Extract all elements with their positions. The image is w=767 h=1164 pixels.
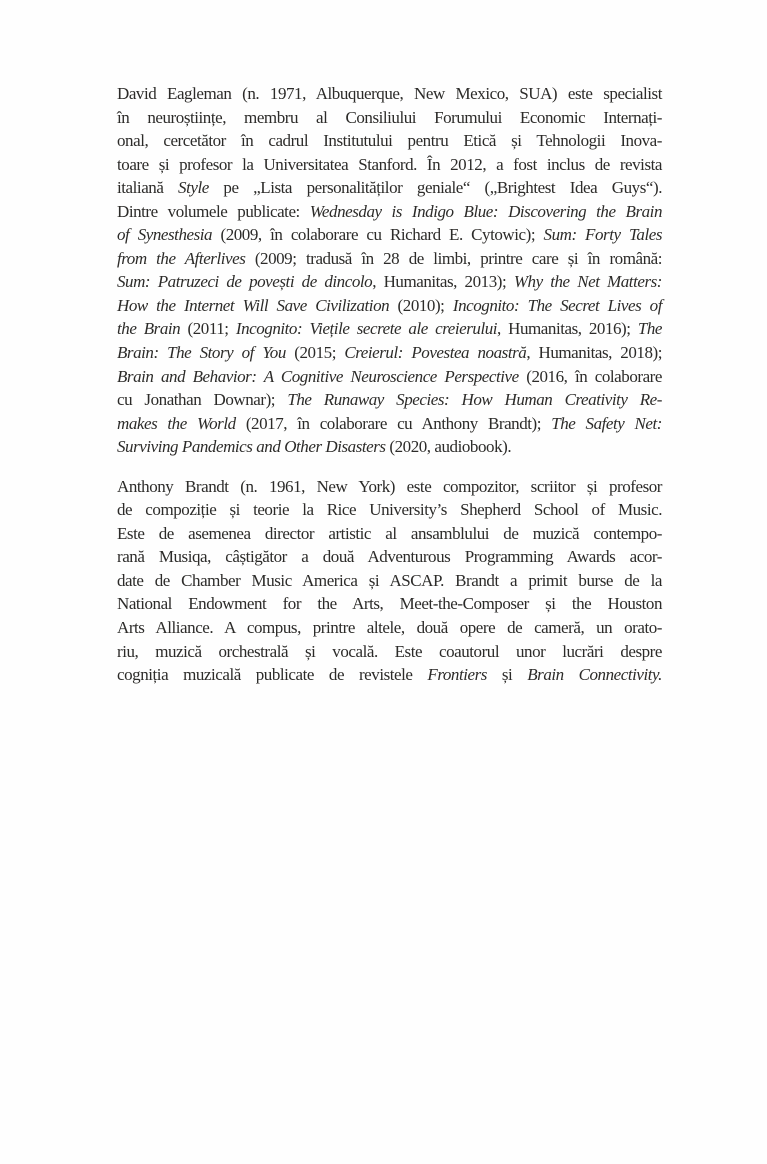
text-line [117, 592, 662, 616]
paragraph-anthony-brandt [117, 475, 662, 687]
text-run: și [486, 665, 528, 685]
book-title-italic: How the Internet Will Save Civilization [117, 295, 390, 315]
text-line [117, 412, 662, 436]
text-line [117, 223, 662, 247]
book-title-italic: Style [178, 178, 209, 198]
text-run: riu, muzică orchestrală și vocală. Este coautorul unor lucrări despre [117, 641, 662, 661]
book-title-italic: Brain and Behavior: A Cognitive Neuroscience Perspective [117, 366, 519, 386]
text-run: (2010); [389, 295, 453, 315]
book-title-italic: Sum: Patruzeci de povești de dincolo [117, 272, 373, 292]
text-run: (2020, audiobook). [385, 437, 512, 457]
text-line [117, 270, 662, 294]
text-line [117, 498, 662, 522]
text-run: date de Chamber Music America și ASCAP. Brandt a primit burse de la [117, 570, 662, 590]
text-run: Arts Alliance. A compus, printre altele, două opere de cameră, un orato- [117, 618, 662, 638]
text-run: Anthony Brandt (n. 1961, New York) este compozitor, scriitor și profesor [117, 476, 662, 496]
text-line [117, 616, 662, 640]
book-title-italic: the Brain [117, 319, 181, 339]
text-run: onal, cercetător în cadrul Institutului pentru Etică și Tehnologii Inova- [117, 131, 662, 151]
book-title-italic: Incognito: The Secret Lives of [452, 295, 662, 315]
text-line [117, 435, 662, 459]
text-block [117, 82, 662, 687]
text-line [117, 545, 662, 569]
book-title-italic: Frontiers [427, 665, 487, 685]
text-line [117, 129, 662, 153]
text-line [117, 106, 662, 130]
text-run: (2017, în colaborare cu Anthony Brandt); [235, 413, 552, 433]
book-title-italic: Brain Connectivity. [527, 665, 662, 685]
text-run: Este de asemenea director artistic al ansamblului de muzică contempo- [117, 523, 662, 543]
text-line [117, 475, 662, 499]
text-line [117, 663, 662, 687]
text-line [117, 569, 662, 593]
text-run: cogniția muzicală publicate de revistele [117, 665, 428, 685]
text-run: pe „Lista personalităților geniale“ („Brightest Idea Guys“). [208, 178, 662, 198]
text-run: (2009, în colaborare cu Richard E. Cytowic); [212, 225, 544, 245]
text-line [117, 341, 662, 365]
text-line [117, 247, 662, 271]
book-title-italic: Incognito: Viețile secrete ale creierului [235, 319, 498, 339]
text-run: (2009; tradusă în 28 de limbi, printre care și în română: [245, 248, 662, 268]
text-run: în neuroștiințe, membru al Consiliului Forumului Economic Internați- [117, 107, 662, 127]
text-line [117, 365, 662, 389]
text-line [117, 522, 662, 546]
text-line [117, 153, 662, 177]
book-title-italic: Brain: The Story of You [117, 343, 286, 363]
text-run: Dintre volumele publicate: [117, 201, 310, 221]
text-run: , Humanitas, 2013); [372, 272, 514, 292]
book-title-italic: Surviving Pandemics and Other Disasters [117, 437, 386, 457]
text-line [117, 176, 662, 200]
text-line [117, 200, 662, 224]
book-title-italic: makes the World [117, 413, 236, 433]
text-line [117, 294, 662, 318]
book-title-italic: The Runaway Species: How Human Creativity Re- [287, 390, 662, 410]
text-run: , Humanitas, 2018); [526, 343, 662, 363]
text-line [117, 388, 662, 412]
text-run: National Endowment for the Arts, Meet-the-Composer și the Houston [117, 594, 662, 614]
book-title-italic: Why the Net Matters: [513, 272, 662, 292]
text-run: italiană [117, 178, 179, 198]
book-title-italic: Sum: Forty Tales [543, 225, 662, 245]
book-title-italic: from the Afterlives [117, 248, 246, 268]
book-title-italic: of Synesthesia [117, 225, 213, 245]
text-run: toare și profesor la Universitatea Stanford. În 2012, a fost inclus de revista [117, 154, 662, 174]
text-run: (2015; [285, 343, 345, 363]
text-line [117, 82, 662, 106]
text-run: (2011; [180, 319, 236, 339]
book-title-italic: Wednesday is Indigo Blue: Discovering the Brain [309, 201, 662, 221]
text-run: (2016, în colaborare [518, 366, 662, 386]
text-run: de compoziție și teorie la Rice University’s Shepherd School of Music. [117, 500, 662, 520]
book-title-italic: The [637, 319, 662, 339]
text-line [117, 317, 662, 341]
paragraph-david-eagleman [117, 82, 662, 459]
text-line [117, 640, 662, 664]
text-run: David Eagleman (n. 1971, Albuquerque, New Mexico, SUA) este specialist [117, 84, 662, 103]
text-run: rană Musiqa, câștigător a două Adventurous Programming Awards acor- [117, 547, 662, 567]
text-run: , Humanitas, 2016); [497, 319, 638, 339]
text-run: cu Jonathan Downar); [117, 390, 288, 410]
book-title-italic: The Safety Net: [551, 413, 662, 433]
book-title-italic: Creierul: Povestea noastră [344, 343, 527, 363]
